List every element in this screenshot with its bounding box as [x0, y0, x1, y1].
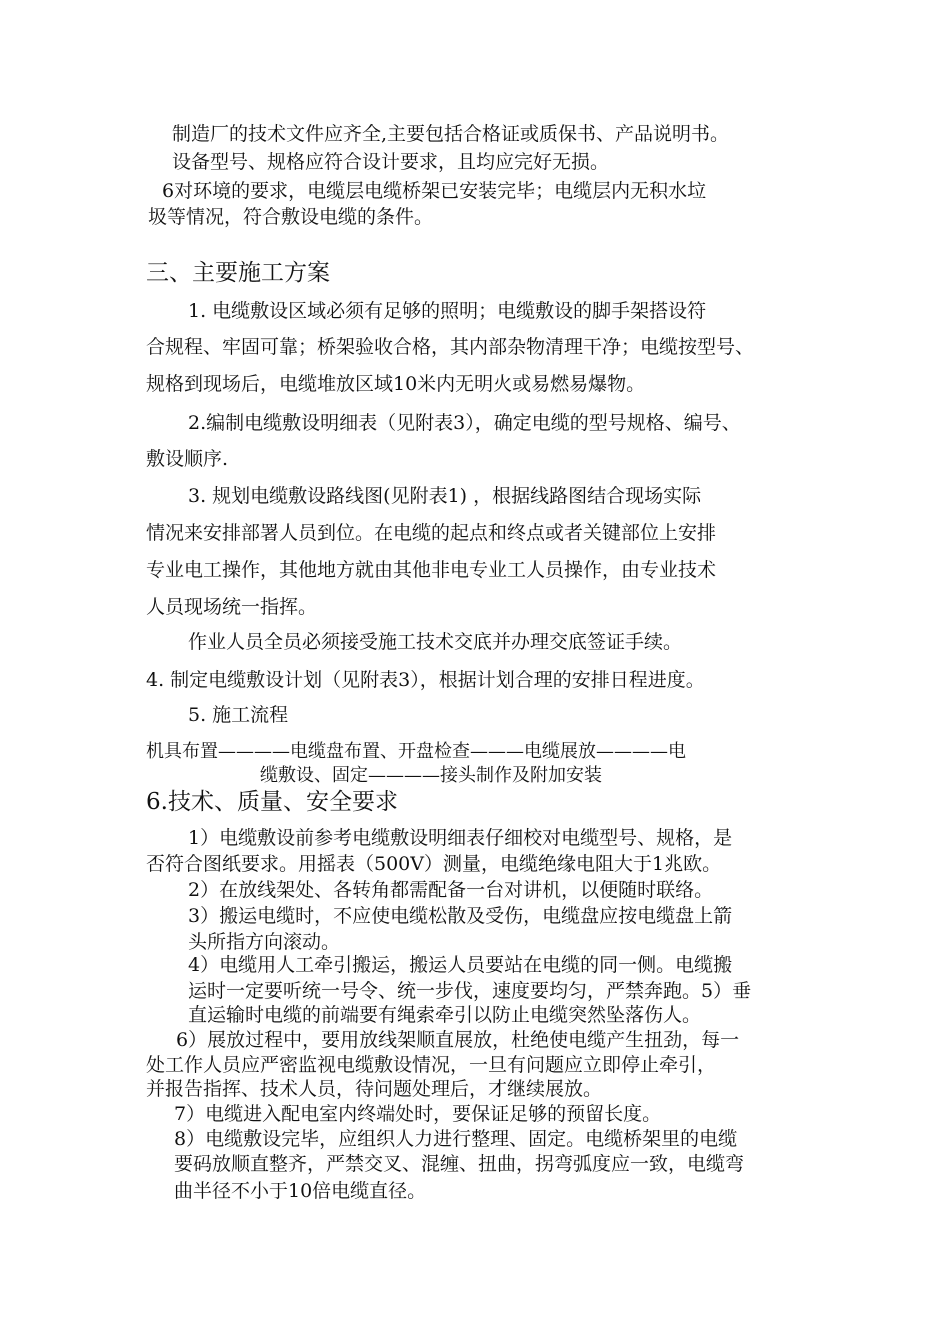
para-line: 人员现场统一指挥。	[146, 596, 318, 618]
para-line: 制造厂的技术文件应齐全,主要包括合格证或质保书、产品说明书。	[172, 123, 730, 145]
para-line: 圾等情况，符合敷设电缆的条件。	[148, 206, 434, 228]
para-line: 敷设顺序.	[146, 448, 229, 470]
para-line: 否符合图纸要求。用摇表（500V）测量，电缆绝缘电阻大于1兆欧。	[146, 853, 722, 875]
para-line: 运时一定要听统一号令、统一步伐，速度要均匀，严禁奔跑。5）垂	[188, 980, 752, 1002]
para-line: 2）在放线架处、各转角都需配备一台对讲机，以便随时联络。	[188, 879, 714, 901]
section-heading: 6.技术、质量、安全要求	[146, 789, 398, 815]
para-line: 情况来安排部署人员到位。在电缆的起点和终点或者关键部位上安排	[146, 522, 717, 544]
para-line: 作业人员全员必须接受施工技术交底并办理交底签证手续。	[188, 631, 683, 653]
para-line: 2.编制电缆敷设明细表（见附表3），确定电缆的型号规格、编号、	[188, 412, 741, 434]
para-line: 1. 电缆敷设区域必须有足够的照明；电缆敷设的脚手架搭设符	[188, 300, 707, 322]
para-line: 直运输时电缆的前端要有绳索牵引以防止电缆突然坠落伤人。	[188, 1004, 702, 1026]
para-line: 规格到现场后，电缆堆放区域10米内无明火或易燃易爆物。	[146, 373, 646, 395]
para-line: 3）搬运电缆时，不应使电缆松散及受伤，电缆盘应按电缆盘上箭	[188, 905, 733, 927]
para-line: 4）电缆用人工牵引搬运，搬运人员要站在电缆的同一侧。电缆搬	[188, 954, 733, 976]
para-line: 8）电缆敷设完毕，应组织人力进行整理、固定。电缆桥架里的电缆	[174, 1128, 738, 1150]
section-heading: 三、主要施工方案	[146, 260, 330, 286]
para-line: 6）展放过程中，要用放线架顺直展放，杜绝使电缆产生扭劲，每一	[176, 1029, 740, 1051]
para-line: 合规程、牢固可靠；桥架验收合格，其内部杂物清理干净；电缆按型号、	[146, 336, 755, 358]
para-line: 专业电工操作，其他地方就由其他非电专业工人员操作，由专业技术	[146, 559, 717, 581]
para-line: 曲半径不小于10倍电缆直径。	[174, 1180, 427, 1202]
para-line: 并报告指挥、技术人员，待问题处理后，才继续展放。	[146, 1078, 603, 1100]
flow-line: 机具布置————电缆盘布置、开盘检查———电缆展放————电	[146, 741, 686, 762]
para-line: 5. 施工流程	[188, 704, 289, 726]
para-line: 头所指方向滚动。	[188, 931, 341, 953]
para-line: 1）电缆敷设前参考电缆敷设明细表仔细校对电缆型号、规格，是	[188, 827, 733, 849]
para-line: 3. 规划电缆敷设路线图(见附表1) ，根据线路图结合现场实际	[188, 485, 702, 507]
para-line: 设备型号、规格应符合设计要求，且均应完好无损。	[172, 151, 610, 173]
flow-line: 缆敷设、固定————接头制作及附加安装	[260, 765, 602, 786]
para-line: 4. 制定电缆敷设计划（见附表3），根据计划合理的安排日程进度。	[146, 669, 705, 691]
para-line: 要码放顺直整齐，严禁交叉、混缠、扭曲，拐弯弧度应一致，电缆弯	[174, 1153, 745, 1175]
para-line: 6对环境的要求，电缆层电缆桥架已安装完毕；电缆层内无积水垃	[162, 180, 707, 202]
para-line: 7）电缆进入配电室内终端处时，要保证足够的预留长度。	[174, 1103, 662, 1125]
para-line: 处工作人员应严密监视电缆敷设情况，一旦有问题应立即停止牵引，	[146, 1054, 717, 1076]
